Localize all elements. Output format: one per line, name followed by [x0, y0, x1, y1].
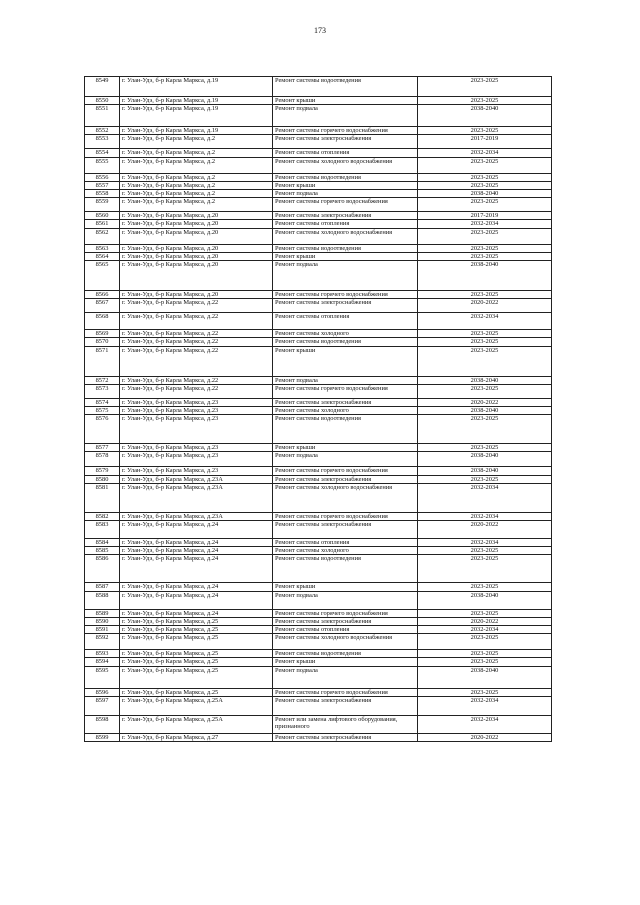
- row-period: 2023-2025: [418, 346, 552, 376]
- table-row: [85, 609, 552, 617]
- row-number: 8554: [85, 149, 120, 157]
- row-address: г. Улан-Удэ, б-р Карла Маркса, д.23А: [120, 512, 273, 520]
- row-number: 8570: [85, 338, 120, 346]
- row-work-type: Ремонт системы водоотведения: [273, 77, 418, 97]
- row-address: г. Улан-Удэ, б-р Карла Маркса, д.24: [120, 521, 273, 539]
- row-period: 2038-2040: [418, 666, 552, 688]
- row-number: 8585: [85, 547, 120, 555]
- row-address: г. Улан-Удэ, б-р Карла Маркса, д.20: [120, 252, 273, 260]
- row-period: 2032-2034: [418, 626, 552, 634]
- row-address: г. Улан-Удэ, б-р Карла Маркса, д.20: [120, 244, 273, 252]
- row-number: 8574: [85, 398, 120, 406]
- row-address: г. Улан-Удэ, б-р Карла Маркса, д.24: [120, 547, 273, 555]
- row-work-type: Ремонт крыши: [273, 346, 418, 376]
- row-address: г. Улан-Удэ, б-р Карла Маркса, д.23: [120, 467, 273, 475]
- row-address: г. Улан-Удэ, б-р Карла Маркса, д.19: [120, 77, 273, 97]
- row-address: г. Улан-Удэ, б-р Карла Маркса, д.22: [120, 313, 273, 330]
- row-number: 8599: [85, 733, 120, 741]
- row-work-type: Ремонт системы электроснабжения: [273, 475, 418, 483]
- row-address: г. Улан-Удэ, б-р Карла Маркса, д.19: [120, 105, 273, 127]
- row-period: 2023-2025: [418, 127, 552, 135]
- row-period: 2032-2034: [418, 512, 552, 520]
- row-period: 2020-2022: [418, 299, 552, 313]
- row-work-type: Ремонт крыши: [273, 181, 418, 189]
- row-work-type: Ремонт крыши: [273, 252, 418, 260]
- row-address: г. Улан-Удэ, б-р Карла Маркса, д.27: [120, 733, 273, 741]
- row-number: 8596: [85, 688, 120, 696]
- row-work-type: Ремонт подвала: [273, 190, 418, 198]
- row-address: г. Улан-Удэ, б-р Карла Маркса, д.23: [120, 415, 273, 444]
- table-row: [85, 252, 552, 260]
- row-number: 8564: [85, 252, 120, 260]
- row-address: г. Улан-Удэ, б-р Карла Маркса, д.22: [120, 330, 273, 338]
- row-period: 2023-2025: [418, 688, 552, 696]
- row-work-type: Ремонт системы водоотведения: [273, 650, 418, 658]
- row-period: 2032-2034: [418, 149, 552, 157]
- row-period: 2023-2025: [418, 634, 552, 650]
- row-work-type: Ремонт системы электроснабжения: [273, 212, 418, 220]
- row-number: 8550: [85, 97, 120, 105]
- row-number: 8573: [85, 384, 120, 398]
- row-address: г. Улан-Удэ, б-р Карла Маркса, д.23: [120, 444, 273, 452]
- table-row: [85, 444, 552, 452]
- row-number: 8561: [85, 220, 120, 228]
- row-period: 2023-2025: [418, 97, 552, 105]
- row-period: 2020-2022: [418, 398, 552, 406]
- row-address: г. Улан-Удэ, б-р Карла Маркса, д.24: [120, 539, 273, 547]
- table-row: [85, 181, 552, 189]
- row-work-type: Ремонт системы холодного: [273, 547, 418, 555]
- table-row: [85, 666, 552, 688]
- row-work-type: Ремонт системы отопления: [273, 626, 418, 634]
- row-period: 2038-2040: [418, 467, 552, 475]
- row-address: г. Улан-Удэ, б-р Карла Маркса, д.25: [120, 634, 273, 650]
- row-work-type: Ремонт системы горячего водоснабжения: [273, 688, 418, 696]
- table-row: [85, 198, 552, 212]
- row-period: 2023-2025: [418, 650, 552, 658]
- row-number: 8569: [85, 330, 120, 338]
- row-address: г. Улан-Удэ, б-р Карла Маркса, д.22: [120, 299, 273, 313]
- table-row: [85, 658, 552, 666]
- row-number: 8597: [85, 696, 120, 715]
- row-address: г. Улан-Удэ, б-р Карла Маркса, д.23А: [120, 483, 273, 512]
- row-number: 8572: [85, 376, 120, 384]
- table-row: [85, 634, 552, 650]
- table-row: [85, 173, 552, 181]
- table-row: [85, 313, 552, 330]
- row-period: 2032-2034: [418, 313, 552, 330]
- row-address: г. Улан-Удэ, б-р Карла Маркса, д.25: [120, 688, 273, 696]
- table-row: [85, 135, 552, 149]
- row-period: 2020-2022: [418, 617, 552, 625]
- row-address: г. Улан-Удэ, б-р Карла Маркса, д.2: [120, 149, 273, 157]
- table-row: [85, 696, 552, 715]
- row-work-type: Ремонт системы отопления: [273, 220, 418, 228]
- row-address: г. Улан-Удэ, б-р Карла Маркса, д.19: [120, 97, 273, 105]
- row-address: г. Улан-Удэ, б-р Карла Маркса, д.20: [120, 291, 273, 299]
- table-row: [85, 149, 552, 157]
- row-work-type: Ремонт системы холодного: [273, 330, 418, 338]
- row-work-type: Ремонт системы водоотведения: [273, 415, 418, 444]
- row-period: 2032-2034: [418, 715, 552, 733]
- row-period: 2017-2019: [418, 135, 552, 149]
- row-period: 2023-2025: [418, 547, 552, 555]
- row-address: г. Улан-Удэ, б-р Карла Маркса, д.20: [120, 212, 273, 220]
- table-row: [85, 212, 552, 220]
- table-row: [85, 512, 552, 520]
- table-row: [85, 384, 552, 398]
- table-row: [85, 291, 552, 299]
- row-period: 2023-2025: [418, 475, 552, 483]
- row-address: г. Улан-Удэ, б-р Карла Маркса, д.25А: [120, 715, 273, 733]
- row-address: г. Улан-Удэ, б-р Карла Маркса, д.24: [120, 583, 273, 591]
- table-row: [85, 77, 552, 97]
- row-number: 8584: [85, 539, 120, 547]
- row-period: 2038-2040: [418, 407, 552, 415]
- row-work-type: Ремонт системы отопления: [273, 149, 418, 157]
- row-period: 2023-2025: [418, 252, 552, 260]
- row-period: 2023-2025: [418, 330, 552, 338]
- row-address: г. Улан-Удэ, б-р Карла Маркса, д.24: [120, 609, 273, 617]
- row-work-type: Ремонт системы электроснабжения: [273, 733, 418, 741]
- row-period: 2023-2025: [418, 415, 552, 444]
- row-address: г. Улан-Удэ, б-р Карла Маркса, д.23А: [120, 475, 273, 483]
- row-period: 2023-2025: [418, 444, 552, 452]
- table-row: [85, 376, 552, 384]
- row-address: г. Улан-Удэ, б-р Карла Маркса, д.22: [120, 384, 273, 398]
- table-row: [85, 521, 552, 539]
- row-work-type: Ремонт системы электроснабжения: [273, 696, 418, 715]
- row-number: 8591: [85, 626, 120, 634]
- row-period: 2038-2040: [418, 261, 552, 291]
- table-row: [85, 97, 552, 105]
- row-number: 8558: [85, 190, 120, 198]
- row-address: г. Улан-Удэ, б-р Карла Маркса, д.25А: [120, 696, 273, 715]
- table-row: [85, 650, 552, 658]
- table-row: [85, 591, 552, 609]
- row-number: 8593: [85, 650, 120, 658]
- row-address: г. Улан-Удэ, б-р Карла Маркса, д.25: [120, 666, 273, 688]
- row-period: 2038-2040: [418, 452, 552, 467]
- row-period: 2023-2025: [418, 77, 552, 97]
- table-row: [85, 617, 552, 625]
- row-work-type: Ремонт системы водоотведения: [273, 173, 418, 181]
- row-address: г. Улан-Удэ, б-р Карла Маркса, д.25: [120, 650, 273, 658]
- row-work-type: Ремонт крыши: [273, 97, 418, 105]
- table-row: [85, 626, 552, 634]
- row-period: 2023-2025: [418, 609, 552, 617]
- table-row: [85, 228, 552, 244]
- row-number: 8586: [85, 555, 120, 583]
- row-address: г. Улан-Удэ, б-р Карла Маркса, д.22: [120, 346, 273, 376]
- row-work-type: Ремонт системы электроснабжения: [273, 299, 418, 313]
- row-number: 8583: [85, 521, 120, 539]
- table-row: [85, 467, 552, 475]
- row-address: г. Улан-Удэ, б-р Карла Маркса, д.25: [120, 626, 273, 634]
- row-number: 8571: [85, 346, 120, 376]
- row-number: 8551: [85, 105, 120, 127]
- row-address: г. Улан-Удэ, б-р Карла Маркса, д.25: [120, 658, 273, 666]
- table-row: [85, 407, 552, 415]
- row-work-type: Ремонт или замена лифтового оборудования, признанного: [273, 715, 418, 733]
- table-row: [85, 688, 552, 696]
- row-address: г. Улан-Удэ, б-р Карла Маркса, д.20: [120, 228, 273, 244]
- table-row: [85, 244, 552, 252]
- table-row: [85, 475, 552, 483]
- row-work-type: Ремонт подвала: [273, 591, 418, 609]
- row-number: 8589: [85, 609, 120, 617]
- row-number: 8580: [85, 475, 120, 483]
- row-number: 8567: [85, 299, 120, 313]
- table-row: [85, 415, 552, 444]
- table-row: [85, 261, 552, 291]
- row-work-type: Ремонт системы холодного водоснабжения: [273, 634, 418, 650]
- row-work-type: Ремонт системы горячего водоснабжения: [273, 467, 418, 475]
- row-period: 2023-2025: [418, 173, 552, 181]
- row-period: 2023-2025: [418, 338, 552, 346]
- row-work-type: Ремонт крыши: [273, 658, 418, 666]
- row-period: 2023-2025: [418, 157, 552, 173]
- row-period: 2023-2025: [418, 291, 552, 299]
- row-address: г. Улан-Удэ, б-р Карла Маркса, д.19: [120, 127, 273, 135]
- row-period: 2020-2022: [418, 733, 552, 741]
- row-period: 2023-2025: [418, 583, 552, 591]
- row-period: 2032-2034: [418, 220, 552, 228]
- row-number: 8582: [85, 512, 120, 520]
- capital-repair-table: [84, 76, 552, 742]
- row-number: 8553: [85, 135, 120, 149]
- row-address: г. Улан-Удэ, б-р Карла Маркса, д.2: [120, 181, 273, 189]
- row-period: 2023-2025: [418, 658, 552, 666]
- row-number: 8588: [85, 591, 120, 609]
- row-number: 8552: [85, 127, 120, 135]
- row-period: 2023-2025: [418, 384, 552, 398]
- row-work-type: Ремонт крыши: [273, 583, 418, 591]
- row-number: 8577: [85, 444, 120, 452]
- row-address: г. Улан-Удэ, б-р Карла Маркса, д.2: [120, 173, 273, 181]
- row-work-type: Ремонт системы электроснабжения: [273, 398, 418, 406]
- row-number: 8581: [85, 483, 120, 512]
- row-work-type: Ремонт системы отопления: [273, 313, 418, 330]
- row-number: 8568: [85, 313, 120, 330]
- row-period: 2023-2025: [418, 228, 552, 244]
- row-number: 8560: [85, 212, 120, 220]
- row-period: 2023-2025: [418, 181, 552, 189]
- row-period: 2038-2040: [418, 105, 552, 127]
- table-row: [85, 539, 552, 547]
- table-row: [85, 338, 552, 346]
- row-work-type: Ремонт системы горячего водоснабжения: [273, 512, 418, 520]
- row-number: 8578: [85, 452, 120, 467]
- row-address: г. Улан-Удэ, б-р Карла Маркса, д.2: [120, 135, 273, 149]
- row-number: 8575: [85, 407, 120, 415]
- row-number: 8576: [85, 415, 120, 444]
- table-row: [85, 547, 552, 555]
- row-address: г. Улан-Удэ, б-р Карла Маркса, д.23: [120, 398, 273, 406]
- page-number: 173: [314, 26, 326, 35]
- table-row: [85, 398, 552, 406]
- row-address: г. Улан-Удэ, б-р Карла Маркса, д.23: [120, 452, 273, 467]
- row-work-type: Ремонт системы холодного водоснабжения: [273, 228, 418, 244]
- row-work-type: Ремонт системы горячего водоснабжения: [273, 384, 418, 398]
- row-number: 8559: [85, 198, 120, 212]
- row-period: 2032-2034: [418, 539, 552, 547]
- table-row: [85, 483, 552, 512]
- table-row: [85, 583, 552, 591]
- row-period: 2020-2022: [418, 521, 552, 539]
- table-row: [85, 346, 552, 376]
- row-period: 2038-2040: [418, 190, 552, 198]
- row-address: г. Улан-Удэ, б-р Карла Маркса, д.24: [120, 555, 273, 583]
- row-work-type: Ремонт системы электроснабжения: [273, 135, 418, 149]
- row-work-type: Ремонт системы горячего водоснабжения: [273, 127, 418, 135]
- row-number: 8557: [85, 181, 120, 189]
- table-row: [85, 190, 552, 198]
- row-address: г. Улан-Удэ, б-р Карла Маркса, д.2: [120, 157, 273, 173]
- row-address: г. Улан-Удэ, б-р Карла Маркса, д.23: [120, 407, 273, 415]
- table-row: [85, 157, 552, 173]
- table-row: [85, 299, 552, 313]
- row-address: г. Улан-Удэ, б-р Карла Маркса, д.24: [120, 591, 273, 609]
- row-address: г. Улан-Удэ, б-р Карла Маркса, д.2: [120, 198, 273, 212]
- row-work-type: Ремонт подвала: [273, 452, 418, 467]
- row-work-type: Ремонт подвала: [273, 261, 418, 291]
- row-work-type: Ремонт подвала: [273, 666, 418, 688]
- row-period: 2023-2025: [418, 244, 552, 252]
- row-period: 2023-2025: [418, 198, 552, 212]
- row-work-type: Ремонт системы отопления: [273, 539, 418, 547]
- row-work-type: Ремонт системы водоотведения: [273, 338, 418, 346]
- table-row: [85, 452, 552, 467]
- row-number: 8566: [85, 291, 120, 299]
- table-row: [85, 220, 552, 228]
- table-body: [85, 77, 552, 742]
- row-work-type: Ремонт подвала: [273, 376, 418, 384]
- row-address: г. Улан-Удэ, б-р Карла Маркса, д.22: [120, 376, 273, 384]
- row-address: г. Улан-Удэ, б-р Карла Маркса, д.2: [120, 190, 273, 198]
- row-work-type: Ремонт крыши: [273, 444, 418, 452]
- table-row: [85, 127, 552, 135]
- row-number: 8579: [85, 467, 120, 475]
- row-number: 8587: [85, 583, 120, 591]
- row-period: 2038-2040: [418, 376, 552, 384]
- row-work-type: Ремонт системы электроснабжения: [273, 521, 418, 539]
- row-number: 8549: [85, 77, 120, 97]
- row-number: 8592: [85, 634, 120, 650]
- table-row: [85, 733, 552, 741]
- row-address: г. Улан-Удэ, б-р Карла Маркса, д.20: [120, 261, 273, 291]
- row-address: г. Улан-Удэ, б-р Карла Маркса, д.22: [120, 338, 273, 346]
- row-period: 2032-2034: [418, 483, 552, 512]
- row-number: 8565: [85, 261, 120, 291]
- row-number: 8556: [85, 173, 120, 181]
- row-work-type: Ремонт системы холодного водоснабжения: [273, 157, 418, 173]
- row-work-type: Ремонт подвала: [273, 105, 418, 127]
- row-work-type: Ремонт системы водоотведения: [273, 244, 418, 252]
- table-row: [85, 105, 552, 127]
- row-address: г. Улан-Удэ, б-р Карла Маркса, д.20: [120, 220, 273, 228]
- table-row: [85, 715, 552, 733]
- table-row: [85, 330, 552, 338]
- row-number: 8595: [85, 666, 120, 688]
- row-work-type: Ремонт системы горячего водоснабжения: [273, 609, 418, 617]
- row-period: 2017-2019: [418, 212, 552, 220]
- row-work-type: Ремонт системы холодного: [273, 407, 418, 415]
- row-period: 2032-2034: [418, 696, 552, 715]
- row-number: 8563: [85, 244, 120, 252]
- row-number: 8555: [85, 157, 120, 173]
- row-period: 2038-2040: [418, 591, 552, 609]
- row-work-type: Ремонт системы горячего водоснабжения: [273, 291, 418, 299]
- row-period: 2023-2025: [418, 555, 552, 583]
- row-number: 8594: [85, 658, 120, 666]
- row-work-type: Ремонт системы горячего водоснабжения: [273, 198, 418, 212]
- row-work-type: Ремонт системы водоотведения: [273, 555, 418, 583]
- row-work-type: Ремонт системы электроснабжения: [273, 617, 418, 625]
- row-address: г. Улан-Удэ, б-р Карла Маркса, д.25: [120, 617, 273, 625]
- row-number: 8562: [85, 228, 120, 244]
- row-work-type: Ремонт системы холодного водоснабжения: [273, 483, 418, 512]
- row-number: 8590: [85, 617, 120, 625]
- table-row: [85, 555, 552, 583]
- row-number: 8598: [85, 715, 120, 733]
